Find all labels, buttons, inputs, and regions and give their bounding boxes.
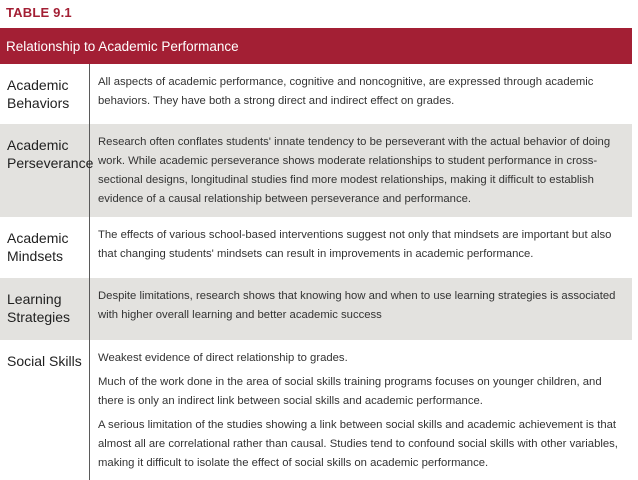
row-paragraph: Despite limitations, research shows that knowing how and when to use learning strategies is associated with higher overall learning and better academic success [98, 290, 616, 321]
row-label-line: Academic [7, 230, 69, 246]
row-paragraph: Weakest evidence of direct relationship to grades. [98, 352, 348, 364]
row-paragraph: Research often conflates students' innate tendency to be perseverant with the actual behavior of doing work. While academic perseverance shows moderate relationships to student performance in cross-sectional designs, longitudinal studies find more modest relationships, making it difficult to establish evidence of a causal relationship between perseverance and performance. [98, 136, 611, 205]
row-label-line: Perseverance [7, 155, 94, 171]
row-label [0, 124, 94, 217]
table-title: Relationship to Academic Performance [6, 38, 239, 54]
table-row-academic-mindsets [0, 217, 632, 278]
table-row-learning-strategies [0, 278, 632, 340]
row-description [90, 278, 632, 340]
row-paragraph: Much of the work done in the area of social skills training programs focuses on younger children, and there is only an indirect link between social skills and academic performance. [98, 376, 602, 407]
row-label [0, 278, 90, 340]
table-row-academic-perseverance [0, 124, 632, 217]
row-label-line: Behaviors [7, 95, 70, 111]
row-paragraph: A serious limitation of the studies showing a link between social skills and academic achievement is that almost all are correlational rather than causal. Studies tend to confound social skills with other variables, making it difficult to isolate the effect of social skills on academic performance. [98, 419, 618, 469]
relationship-table [0, 64, 632, 480]
row-label-line: Learning [7, 291, 62, 307]
table-number: TABLE 9.1 [6, 5, 72, 20]
table-header-bar [0, 28, 632, 64]
row-description [90, 64, 632, 124]
row-label-line: Academic [7, 137, 69, 153]
row-label-line: Social Skills [7, 353, 82, 369]
row-paragraph: All aspects of academic performance, cognitive and noncognitive, are expressed through academic behaviors. They have both a strong direct and indirect effect on grades. [98, 76, 594, 107]
row-label-line: Mindsets [7, 248, 64, 264]
row-description [90, 217, 632, 278]
row-label [0, 340, 90, 480]
table-row-social-skills [0, 340, 632, 480]
row-paragraph: The effects of various school-based interventions suggest not only that mindsets are important but also that changing students' mindsets can result in improvements in academic performance. [98, 229, 612, 260]
row-description [90, 124, 632, 217]
row-description [90, 340, 632, 480]
row-label-line: Academic [7, 77, 69, 93]
table-row-academic-behaviors [0, 64, 632, 124]
row-label-line: Strategies [7, 309, 71, 325]
row-label [0, 217, 90, 278]
row-label [0, 64, 90, 124]
